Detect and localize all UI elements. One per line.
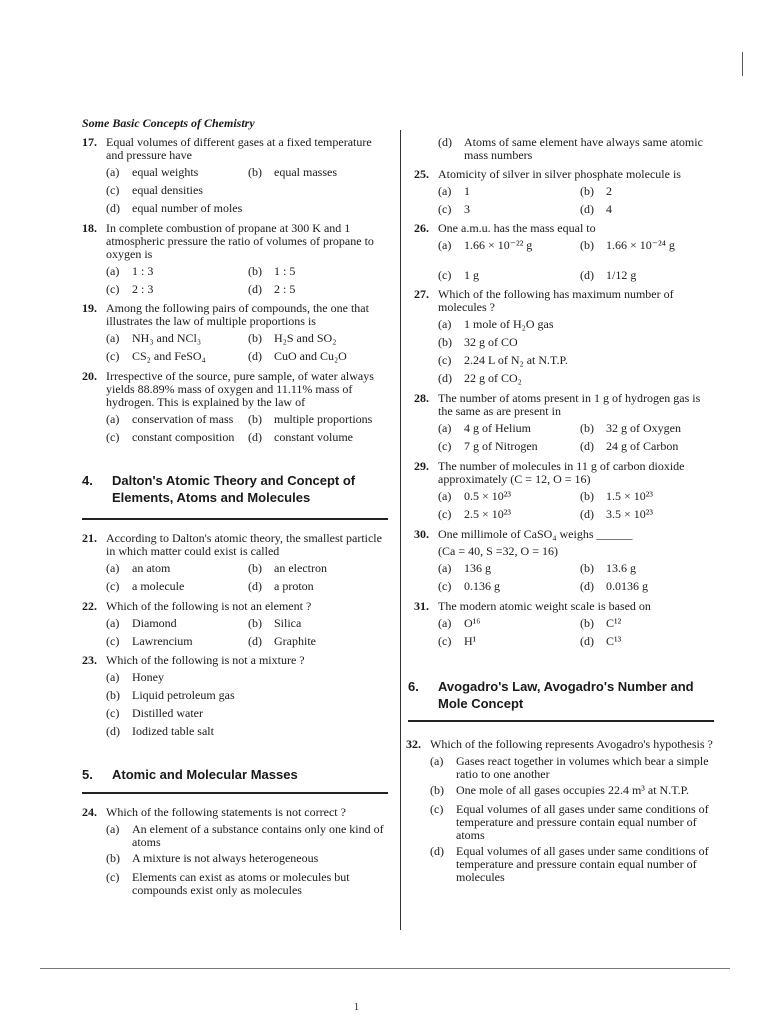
option-d[interactable]: (d) 24 g of Carbon xyxy=(580,439,679,453)
option-b[interactable]: (b) One mole of all gases occupies 22.4 m³ at N.T.P. xyxy=(430,783,689,797)
option-b[interactable]: (b) C¹² xyxy=(580,616,622,630)
option-d[interactable]: (d) 0.0136 g xyxy=(580,579,648,593)
option-b[interactable]: (b) an electron xyxy=(248,561,327,575)
option-c[interactable]: (c) equal densities xyxy=(106,183,203,197)
option-a[interactable]: (a) NH₃ and NCl₃ xyxy=(106,331,202,345)
option-a[interactable]: (a) an atom xyxy=(106,561,171,575)
options xyxy=(106,823,387,897)
question-31 xyxy=(414,600,714,651)
section-heading-5: 5. Atomic and Molecular Masses xyxy=(82,767,298,782)
options xyxy=(438,136,714,162)
question-18 xyxy=(82,222,387,299)
question-stem: According to Dalton's atomic theory, the smallest particle in which matter could exist is called xyxy=(106,531,382,558)
options xyxy=(438,318,714,390)
option-d[interactable]: (d) 4 xyxy=(580,202,612,216)
option-a[interactable]: (a) O¹⁶ xyxy=(438,616,481,630)
option-b[interactable]: (b) 32 g of CO xyxy=(438,335,518,349)
question-stem: Which of the following statements is not correct ? xyxy=(106,805,346,819)
question-21 xyxy=(82,532,387,596)
option-b[interactable]: (b) 1.66 × 10⁻²⁴ g xyxy=(580,238,675,252)
question-number: 24. xyxy=(82,805,97,819)
option-c[interactable]: (c) 1 g xyxy=(438,268,479,282)
option-d[interactable]: (d) CuO and Cu₂O xyxy=(248,349,347,363)
question-number: 18. xyxy=(82,221,97,235)
question-24 xyxy=(82,806,387,900)
options xyxy=(106,332,387,366)
question-number: 20. xyxy=(82,369,97,383)
option-d[interactable]: (d) Iodized table salt xyxy=(106,724,214,738)
question-26 xyxy=(414,222,714,285)
option-d[interactable]: (d) 22 g of CO₂ xyxy=(438,371,522,385)
question-stem: One a.m.u. has the mass equal to xyxy=(438,221,596,235)
option-d[interactable]: (d) constant volume xyxy=(248,430,353,444)
question-23 xyxy=(82,654,387,743)
options xyxy=(430,755,716,884)
question-number: 31. xyxy=(414,599,429,613)
option-b[interactable]: (b) Silica xyxy=(248,616,302,630)
question-number: 25. xyxy=(414,167,429,181)
question-stem: The modern atomic weight scale is based on xyxy=(438,599,651,613)
option-d[interactable]: (d) a proton xyxy=(248,579,314,593)
question-30 xyxy=(414,528,714,596)
options xyxy=(438,490,714,524)
option-c[interactable]: (c) H¹ xyxy=(438,634,477,648)
option-d[interactable]: (d) Equal volumes of all gases under same conditions of temperature and pressure contain equal number of molecules xyxy=(430,844,709,884)
option-a[interactable]: (a) equal weights xyxy=(106,165,199,179)
option-c[interactable]: (c) Equal volumes of all gases under same conditions of temperature and pressure contain equal number of atoms xyxy=(430,802,709,842)
question-number: 26. xyxy=(414,221,429,235)
option-a[interactable]: (a) 136 g xyxy=(438,561,491,575)
question-29 xyxy=(414,460,714,524)
question-atomic-masses: (Ca = 40, S =32, O = 16) xyxy=(438,544,558,558)
question-number: 27. xyxy=(414,287,429,301)
option-c[interactable]: (c) 7 g of Nitrogen xyxy=(438,439,538,453)
option-a[interactable]: (a) Gases react together in volumes which bear a simple ratio to one another xyxy=(430,754,709,781)
option-d[interactable]: (d) 2 : 5 xyxy=(248,282,296,296)
question-number: 28. xyxy=(414,391,429,405)
option-b[interactable]: (b) multiple proportions xyxy=(248,412,373,426)
running-header: Some Basic Concepts of Chemistry xyxy=(82,116,255,130)
question-number: 30. xyxy=(414,527,429,541)
option-a[interactable]: (a) 1 xyxy=(438,184,470,198)
option-d[interactable]: (d) C¹³ xyxy=(580,634,622,648)
option-c[interactable]: (c) CS₂ and FeSO₄ xyxy=(106,349,206,363)
option-d[interactable]: (d) 3.5 × 10²³ xyxy=(580,507,653,521)
option-b[interactable]: (b) 2 xyxy=(580,184,612,198)
option-c[interactable]: (c) constant composition xyxy=(106,430,235,444)
section-rule xyxy=(408,720,714,722)
option-c[interactable]: (c) 3 xyxy=(438,202,470,216)
question-stem: Equal volumes of different gases at a fixed temperature and pressure have xyxy=(106,135,372,162)
question-number: 23. xyxy=(82,653,97,667)
question-number: 32. xyxy=(406,737,421,751)
option-a[interactable]: (a) 1 : 3 xyxy=(106,264,154,278)
section-rule xyxy=(82,518,388,520)
option-b[interactable]: (b) Liquid petroleum gas xyxy=(106,688,235,702)
question-number: 21. xyxy=(82,531,97,545)
option-b[interactable]: (b) H₂S and SO₂ xyxy=(248,331,337,345)
option-a[interactable]: (a) 0.5 × 10²³ xyxy=(438,489,511,503)
section-heading-4: 4. Dalton's Atomic Theory and Concept of Elements, Atoms and Molecules xyxy=(82,473,356,505)
options xyxy=(438,185,714,219)
options xyxy=(438,422,714,456)
question-stem: Which of the following is not an element ? xyxy=(106,599,312,613)
question-stem: In complete combustion of propane at 300 K and 1 atmospheric pressure the ratio of volumes of propane to oxygen is xyxy=(106,221,374,261)
question-32 xyxy=(406,738,716,887)
option-c[interactable]: (c) Lawrencium xyxy=(106,634,193,648)
options xyxy=(438,239,714,285)
question-20 xyxy=(82,370,387,447)
option-d[interactable]: (d) equal number of moles xyxy=(106,201,243,215)
option-a[interactable]: (a) An element of a substance contains only one kind of atoms xyxy=(106,822,384,849)
page-number: 1 xyxy=(354,1002,359,1013)
section-heading-6: 6. Avogadro's Law, Avogadro's Number and Mole Concept xyxy=(408,679,694,711)
option-a[interactable]: (a) 1.66 × 10⁻²² g xyxy=(438,238,533,252)
option-b[interactable]: (b) 13.6 g xyxy=(580,561,636,575)
question-number: 22. xyxy=(82,599,97,613)
question-28 xyxy=(414,392,714,456)
column-divider xyxy=(400,130,401,930)
question-stem: The number of molecules in 11 g of carbon dioxide approximately (C = 12, O = 16) xyxy=(438,459,685,486)
options xyxy=(438,562,714,596)
option-b[interactable]: (b) 32 g of Oxygen xyxy=(580,421,681,435)
question-stem: Irrespective of the source, pure sample, of water always yields 88.89% mass of oxygen and 11.11% mass of hydrogen. This is explained by the law of xyxy=(106,369,374,409)
options xyxy=(106,413,387,447)
options xyxy=(106,617,387,651)
option-a[interactable]: (a) conservation of mass xyxy=(106,412,234,426)
question-stem: Atomicity of silver in silver phosphate molecule is xyxy=(438,167,681,181)
question-stem: One millimole of CaSO₄ weighs ______ xyxy=(438,527,633,541)
options xyxy=(106,562,387,596)
option-d[interactable]: (d) Atoms of same element have always same atomic mass numbers xyxy=(438,135,703,162)
option-b[interactable]: (b) equal masses xyxy=(248,165,337,179)
option-a[interactable]: (a) Diamond xyxy=(106,616,177,630)
option-a[interactable]: (a) 1 mole of H₂O gas xyxy=(438,317,554,331)
question-22 xyxy=(82,600,387,651)
option-a[interactable]: (a) Honey xyxy=(106,670,164,684)
scan-edge-mark xyxy=(742,52,743,76)
question-stem: Which of the following represents Avogadro's hypothesis ? xyxy=(430,737,713,751)
question-number: 29. xyxy=(414,459,429,473)
option-c[interactable]: (c) a molecule xyxy=(106,579,185,593)
option-d[interactable]: (d) 1/12 g xyxy=(580,268,637,282)
option-c[interactable]: (c) 2 : 3 xyxy=(106,282,154,296)
question-25 xyxy=(414,168,714,219)
option-c[interactable]: (c) Elements can exist as atoms or molecules but compounds exist only as molecules xyxy=(106,870,350,897)
question-stem: Which of the following is not a mixture ? xyxy=(106,653,305,667)
options xyxy=(106,166,387,182)
options-rest xyxy=(106,184,387,220)
option-c[interactable]: (c) 2.24 L of N₂ at N.T.P. xyxy=(438,353,568,367)
option-d[interactable]: (d) Graphite xyxy=(248,634,316,648)
option-a[interactable]: (a) 4 g of Helium xyxy=(438,421,531,435)
option-b[interactable]: (b) 1 : 5 xyxy=(248,264,296,278)
question-17 xyxy=(82,136,387,220)
question-19 xyxy=(82,302,387,366)
footer-rule xyxy=(40,968,730,969)
option-c[interactable]: (c) 2.5 × 10²³ xyxy=(438,507,511,521)
question-stem: The number of atoms present in 1 g of hydrogen gas is the same as are present in xyxy=(438,391,701,418)
options xyxy=(106,265,387,299)
options xyxy=(438,617,714,651)
option-c[interactable]: (c) 0.136 g xyxy=(438,579,500,593)
option-b[interactable]: (b) A mixture is not always heterogeneous xyxy=(106,851,319,865)
section-rule xyxy=(82,792,388,794)
question-number: 19. xyxy=(82,301,97,315)
question-27 xyxy=(414,288,714,390)
options xyxy=(106,671,387,743)
question-24-option-d xyxy=(414,136,714,165)
question-stem: Which of the following has maximum number of molecules ? xyxy=(438,287,674,314)
option-b[interactable]: (b) 1.5 × 10²³ xyxy=(580,489,653,503)
option-c[interactable]: (c) Distilled water xyxy=(106,706,203,720)
question-stem: Among the following pairs of compounds, the one that illustrates the law of multiple proportions is xyxy=(106,301,369,328)
question-number: 17. xyxy=(82,135,97,149)
